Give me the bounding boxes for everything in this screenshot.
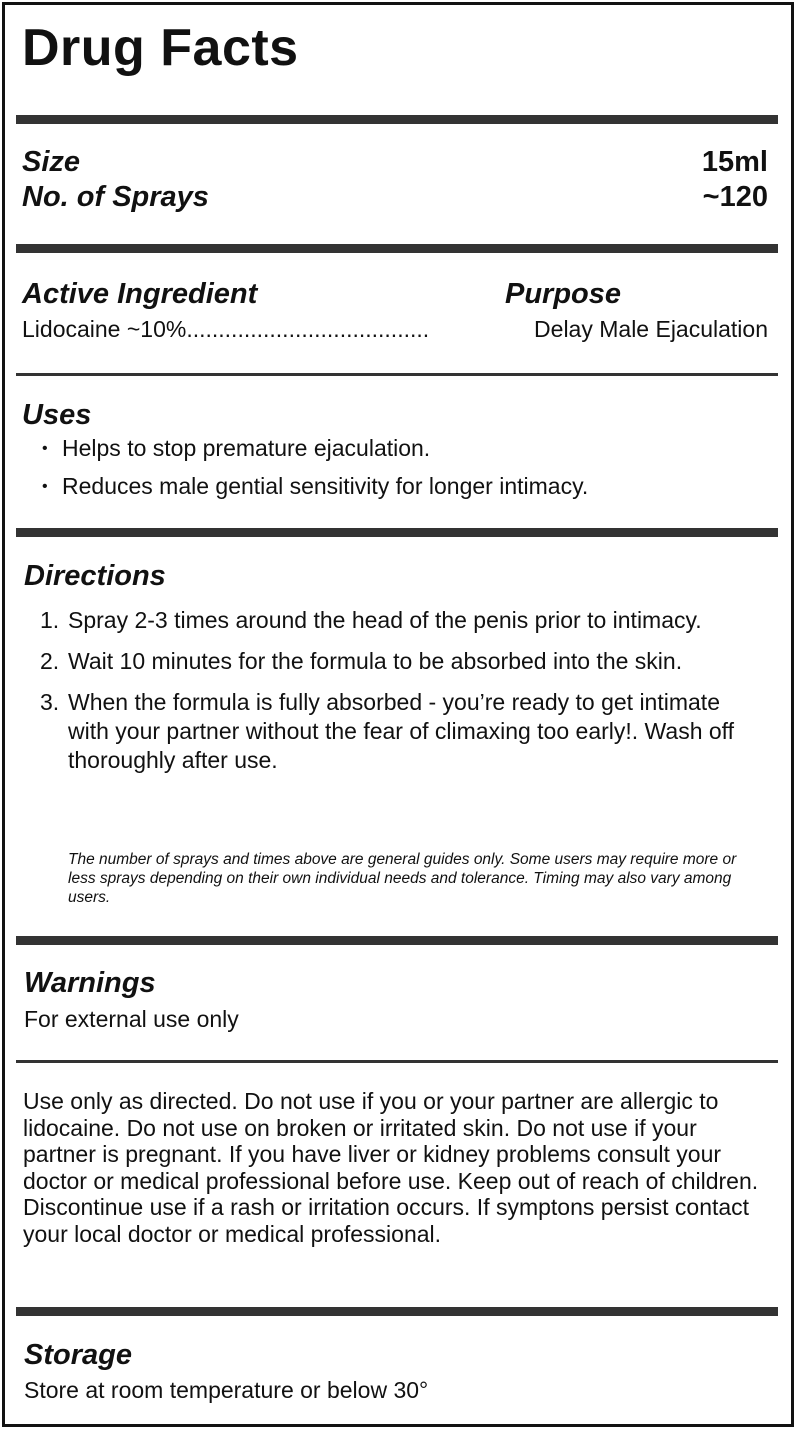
- warnings-text: Use only as directed. Do not use if you or your partner are allergic to lidocaine. Do not use on broken or irritated skin. Do not use if your partner is pregnant. If you have liver or kidney problems consult your doctor or medical professional before use. Keep out of reach of children. Discontinue use if a rash or irritation occurs. If symptons persist contact your local doctor or medical professional.: [23, 1088, 759, 1247]
- size-label: Size: [22, 146, 81, 178]
- warnings-subtitle: For external use only: [24, 1006, 239, 1032]
- uses-list: [20, 435, 588, 511]
- step-text: When the formula is fully absorbed - you’re ready to get intimate with your partner without the fear of climaxing too early!. Wash off thoroughly after use.: [68, 689, 735, 773]
- section-divider-thick: [16, 528, 778, 537]
- step-text: Spray 2-3 times around the head of the penis prior to intimacy.: [68, 607, 702, 633]
- list-item: • Reduces male gential sensitivity for longer intimacy.: [62, 473, 588, 500]
- section-divider-thick: [16, 1307, 778, 1316]
- purpose-heading: Purpose: [505, 278, 622, 310]
- section-divider-thick: [16, 936, 778, 945]
- warnings-heading: Warnings: [24, 967, 156, 999]
- page-title: Drug Facts: [22, 19, 299, 77]
- storage-text: Store at room temperature or below 30°: [24, 1377, 429, 1403]
- sprays-label: No. of Sprays: [22, 181, 209, 213]
- section-divider-thin: [16, 373, 778, 376]
- storage-heading: Storage: [24, 1339, 132, 1371]
- step-number: 3.: [40, 689, 60, 715]
- list-item: [40, 647, 740, 676]
- ingredient-value: Lidocaine ~10%......................................: [22, 316, 430, 342]
- sprays-value: ~120: [702, 181, 768, 213]
- section-divider-thick: [16, 244, 778, 253]
- directions-heading: Directions: [24, 560, 166, 592]
- size-value: 15ml: [701, 146, 768, 178]
- step-number: 1.: [40, 607, 60, 633]
- list-item: [40, 688, 740, 775]
- step-number: 2.: [40, 648, 60, 674]
- list-item: • Helps to stop premature ejaculation.: [62, 435, 588, 462]
- active-ingredient-heading: Active Ingredient: [22, 278, 258, 310]
- purpose-value: Delay Male Ejaculation: [534, 316, 768, 342]
- section-divider-thick: [16, 115, 778, 124]
- directions-list: [40, 606, 740, 787]
- directions-note: The number of sprays and times above are general guides only. Some users may require more or less sprays depending on their own individual needs and tolerance. Timing may also vary among users.: [68, 851, 737, 906]
- section-divider-thin: [16, 1060, 778, 1063]
- step-text: Wait 10 minutes for the formula to be absorbed into the skin.: [68, 648, 683, 674]
- uses-heading: Uses: [22, 399, 92, 431]
- list-item: [40, 606, 740, 635]
